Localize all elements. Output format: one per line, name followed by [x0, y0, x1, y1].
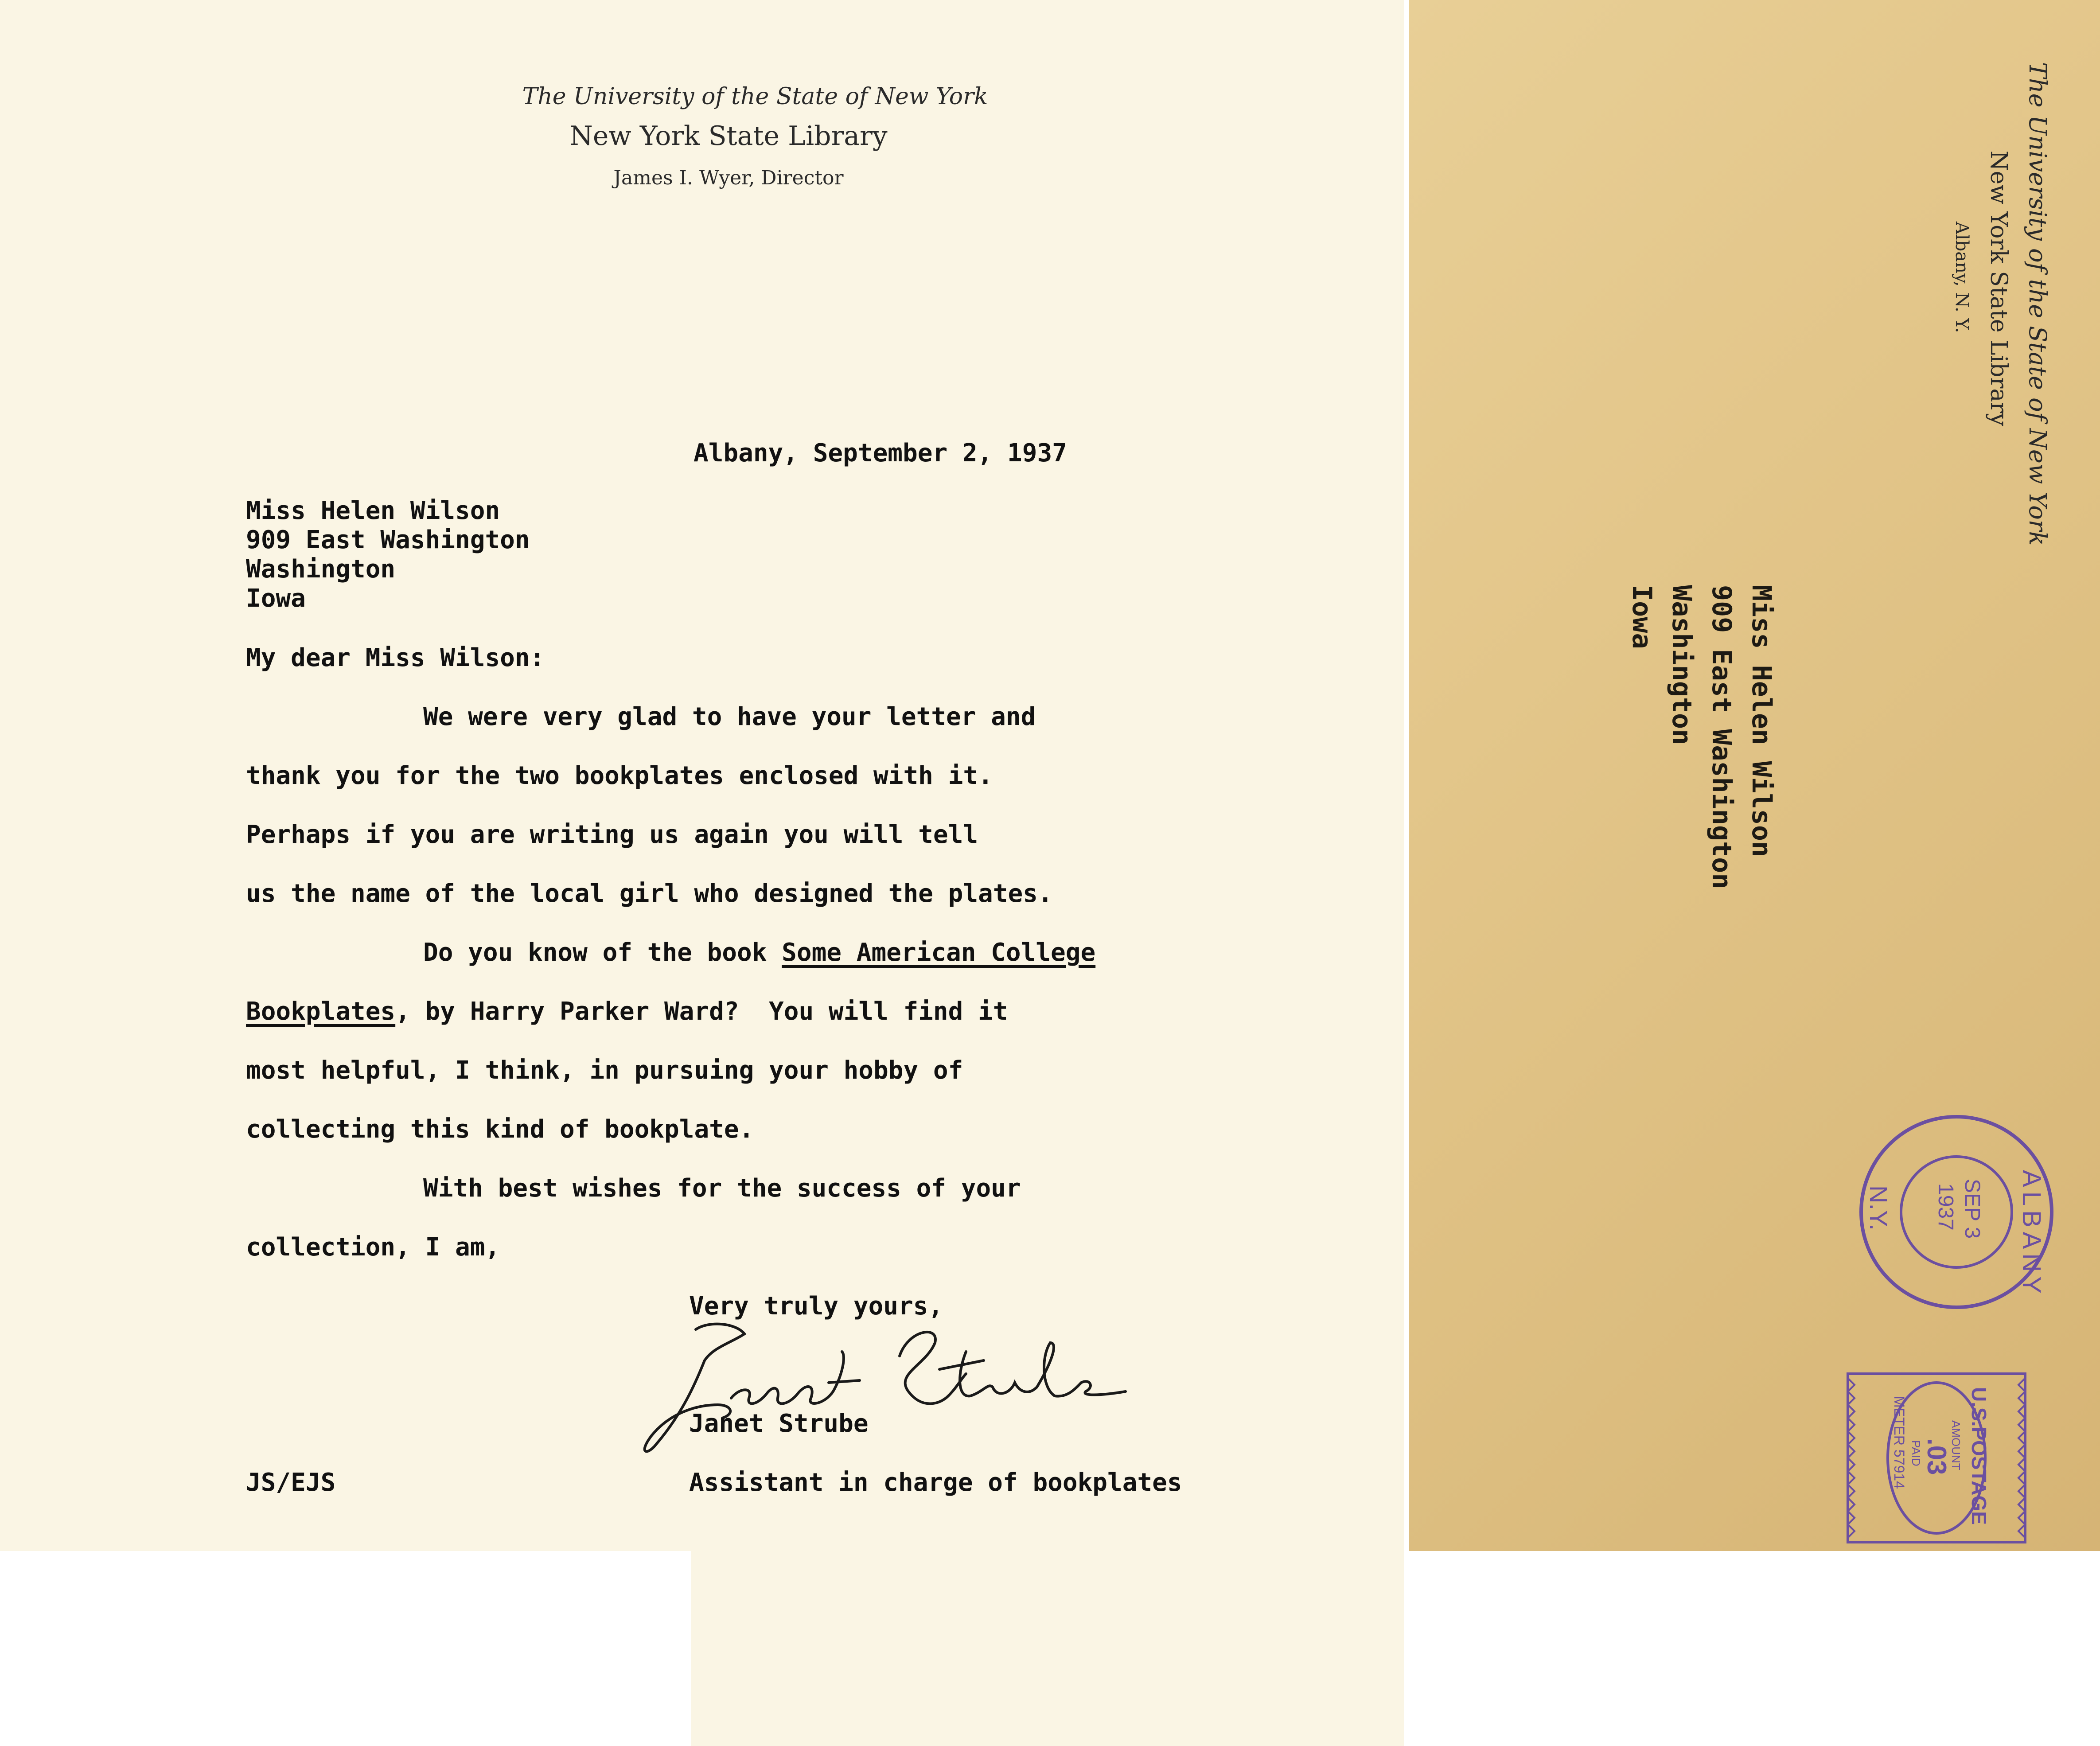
paragraph3-line-2: collection, I am,	[246, 1233, 500, 1262]
envelope-recipient-line-2: 909 East Washington	[1706, 585, 1737, 889]
paragraph2-suffix: , by Harry Parker Ward? You will find it	[395, 997, 1008, 1026]
meter-header: U.S.POSTAGE	[1968, 1387, 1991, 1525]
envelope-bottom-margin	[0, 1551, 691, 1746]
address-line-2: 909 East Washington	[246, 526, 530, 554]
postmark-state: N.Y.	[1865, 1185, 1893, 1231]
envelope-recipient-line-1: Miss Helen Wilson	[1746, 585, 1777, 857]
signer-title: Assistant in charge of bookplates	[689, 1468, 1182, 1497]
paragraph1-line-3: Perhaps if you are writing us again you will tell	[246, 820, 978, 849]
postmark-stamp	[1852, 1108, 2061, 1316]
postmark-year: 1937	[1934, 1183, 1957, 1231]
letterhead-university: The University of the State of New York	[522, 83, 988, 110]
address-line-3: Washington	[246, 555, 396, 584]
envelope-return-library: New York State Library	[1985, 151, 2012, 426]
paragraph2-line-1	[423, 938, 1095, 967]
letterhead-library: New York State Library	[569, 121, 888, 152]
meter-amount: .03	[1922, 1438, 1952, 1475]
closing: Very truly yours,	[689, 1292, 943, 1321]
paragraph1-line-4: us the name of the local girl who designed the plates.	[246, 879, 1053, 908]
address-line-4: Iowa	[246, 584, 306, 613]
paragraph2-prefix: Do you know of the book	[423, 938, 782, 967]
envelope-recipient-line-4: Iowa	[1626, 585, 1657, 649]
paragraph3-line-1: With best wishes for the success of your	[423, 1174, 1021, 1203]
envelope-recipient-line-3: Washington	[1666, 585, 1697, 745]
signature	[629, 1303, 1139, 1471]
envelope-return-university: The University of the State of New York	[2024, 62, 2052, 546]
paragraph1-line-2: thank you for the two bookplates enclosed with it.	[246, 761, 993, 790]
paragraph2-line-2	[246, 997, 1008, 1026]
letterhead-director: James I. Wyer, Director	[613, 167, 844, 189]
postmark-date: SEP 3	[1960, 1179, 1984, 1239]
date-line: Albany, September 2, 1937	[694, 439, 1067, 468]
book-title-part2: Bookplates	[246, 997, 396, 1026]
meter-number: METER 57914	[1891, 1396, 1907, 1489]
address-line-1: Miss Helen Wilson	[246, 496, 500, 525]
postmark-city: ALBANY	[2017, 1170, 2046, 1298]
meter-amount-label: AMOUNT	[1949, 1420, 1963, 1470]
paragraph1-line-1: We were very glad to have your letter and	[423, 702, 1036, 731]
paragraph2-line-3: most helpful, I think, in pursuing your hobby of	[246, 1056, 963, 1085]
meter-paid: PAID	[1909, 1440, 1923, 1466]
reference-initials: JS/EJS	[246, 1468, 336, 1497]
book-title-part1: Some American College	[782, 938, 1096, 967]
envelope-return-city: Albany, N. Y.	[1952, 222, 1972, 333]
signer-name: Janet Strube	[689, 1409, 869, 1438]
meter-stamp	[1843, 1369, 2030, 1547]
paragraph2-line-4: collecting this kind of bookplate.	[246, 1115, 754, 1144]
salutation: My dear Miss Wilson:	[246, 643, 545, 672]
